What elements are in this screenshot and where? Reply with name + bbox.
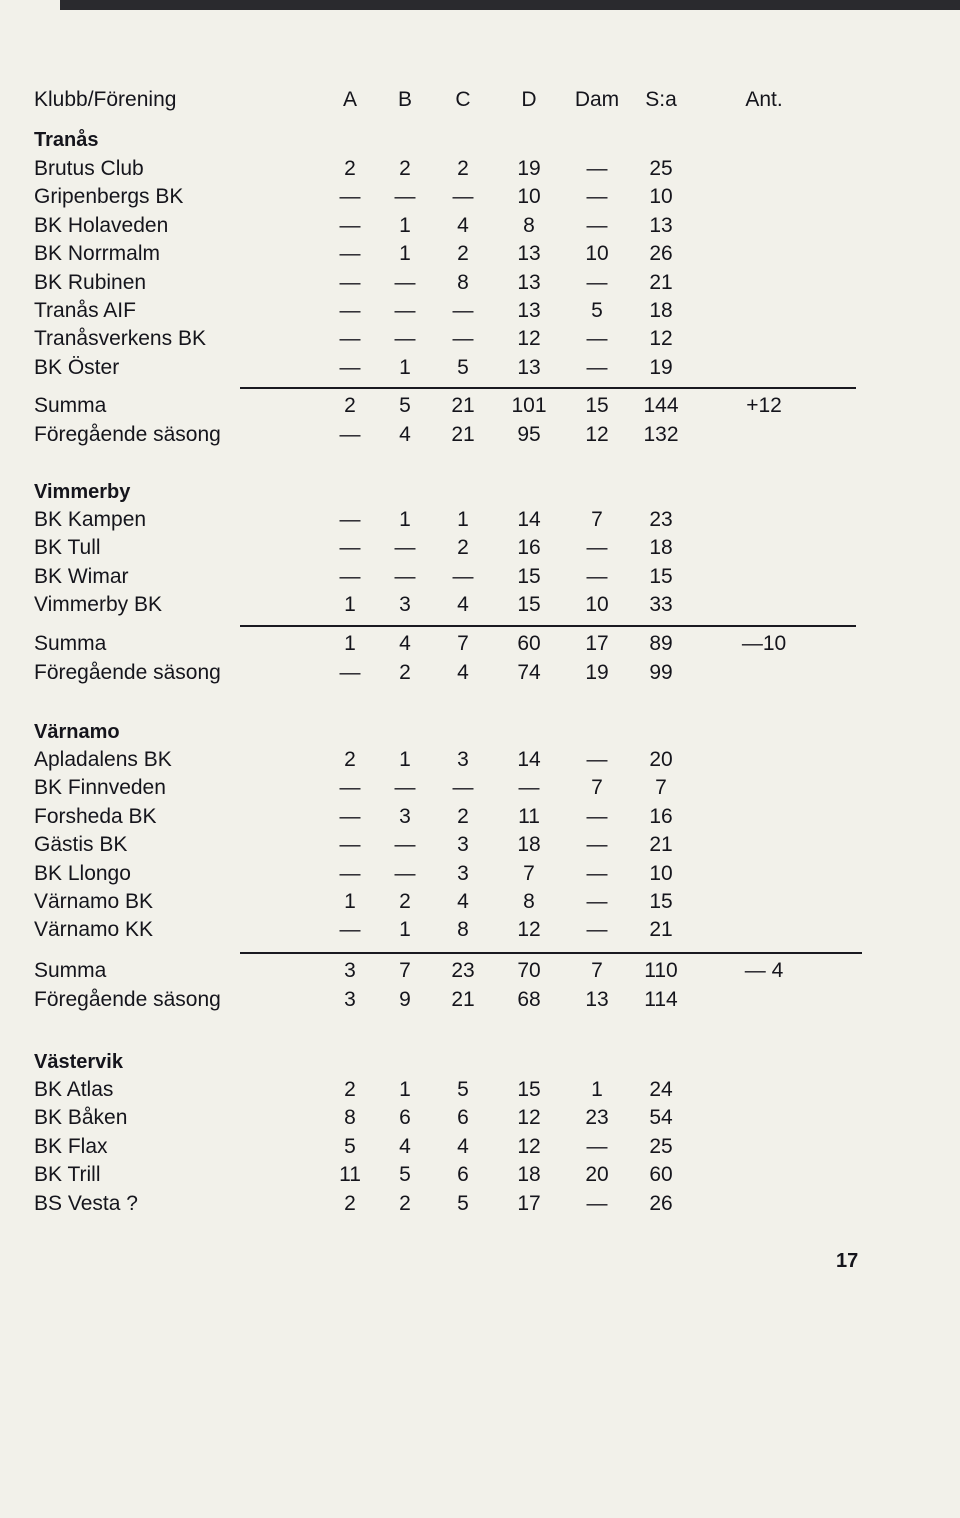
cell-c: 5 (457, 1191, 469, 1215)
table-row (34, 354, 834, 382)
page-number: 17 (836, 1250, 859, 1272)
cell-dam: — (586, 536, 608, 560)
table-row (34, 803, 834, 831)
cell-sum: 110 (644, 959, 678, 982)
cell-a: — (339, 861, 361, 885)
cell-b: 3 (399, 804, 411, 828)
summa-row (34, 957, 834, 985)
header-col-d: D (521, 88, 537, 111)
cell-b: 1 (399, 355, 411, 379)
cell-c: 4 (457, 213, 469, 237)
cell-c: — (452, 776, 474, 800)
cell-a: — (339, 833, 361, 857)
cell-c: 4 (457, 661, 469, 684)
header-col-a: A (342, 88, 357, 111)
club-name: BK Öster (34, 355, 120, 379)
cell-b: 1 (399, 242, 411, 266)
cell-d: 13 (517, 299, 541, 322)
club-name: Värnamo BK (34, 890, 154, 913)
cell-a: 1 (344, 593, 356, 617)
cell-a: 2 (344, 748, 356, 771)
cell-b: — (394, 776, 416, 800)
cell-d: 8 (523, 890, 535, 913)
top-edge-corner (0, 0, 60, 10)
club-name: Värnamo KK (34, 918, 154, 942)
cell-d: 11 (518, 804, 540, 828)
cell-a: — (339, 327, 361, 351)
table-row (34, 297, 834, 325)
cell-a: — (339, 355, 361, 379)
cell-d: 15 (517, 1078, 541, 1101)
cell-dam: — (586, 748, 608, 771)
top-edge-bar (0, 0, 960, 10)
cell-a: — (339, 299, 361, 322)
cell-sum: 54 (649, 1106, 673, 1130)
cell-a: 5 (344, 1134, 356, 1158)
cell-dam: — (586, 185, 608, 209)
summa-label: Summa (34, 394, 107, 417)
cell-d: 16 (517, 536, 541, 560)
cell-b: 2 (399, 157, 411, 180)
cell-d: 15 (517, 564, 541, 588)
cell-a: — (339, 804, 361, 828)
cell-b: 5 (399, 1163, 411, 1187)
cell-ant: +12 (746, 394, 782, 417)
cell-a: — (339, 423, 361, 446)
cell-c: 21 (451, 394, 475, 417)
table-row (34, 860, 834, 888)
cell-c: 1 (457, 508, 469, 531)
cell-a: 1 (344, 890, 356, 913)
cell-b: 6 (399, 1106, 411, 1130)
cell-c: 8 (457, 918, 469, 942)
cell-sum: 60 (649, 1163, 673, 1187)
cell-a: — (339, 508, 361, 531)
table-header (34, 86, 834, 114)
club-name: BK Norrmalm (34, 242, 161, 266)
club-name: Tranås AIF (34, 299, 136, 322)
cell-a: 2 (344, 1191, 356, 1215)
cell-a: 1 (344, 632, 356, 655)
cell-c: 7 (457, 632, 469, 655)
cell-d: 12 (517, 327, 541, 351)
cell-d: 95 (517, 423, 541, 446)
sum-divider (240, 625, 856, 627)
cell-dam: 23 (585, 1106, 609, 1130)
cell-d: 19 (517, 157, 541, 180)
cell-dam: — (586, 270, 608, 294)
summa-row (34, 392, 834, 420)
section-title-text: Vimmerby (34, 481, 131, 503)
table-row (34, 888, 834, 916)
cell-dam: 15 (585, 394, 609, 417)
table-row (34, 269, 834, 297)
club-name: BS Vesta ? (34, 1191, 138, 1215)
club-name: BK Atlas (34, 1078, 114, 1101)
cell-dam: — (586, 861, 608, 885)
club-name: BK Kampen (34, 508, 147, 531)
table-row (34, 325, 834, 353)
cell-sum: 12 (649, 327, 673, 351)
club-name: Vimmerby BK (34, 593, 162, 617)
table-row (34, 916, 834, 944)
cell-sum: 114 (644, 988, 678, 1011)
cell-b: 1 (399, 213, 411, 237)
cell-sum: 89 (649, 632, 673, 655)
cell-ant: —10 (741, 632, 787, 655)
cell-b: — (394, 861, 416, 885)
club-name: BK Holaveden (34, 213, 169, 237)
cell-d: 12 (517, 1134, 541, 1158)
cell-dam: — (586, 157, 608, 180)
cell-a: — (339, 661, 361, 684)
table-row (34, 774, 834, 802)
cell-sum: 25 (649, 1134, 673, 1158)
cell-d: 101 (511, 394, 547, 417)
cell-c: 6 (457, 1106, 469, 1130)
club-name: BK Llongo (34, 861, 131, 885)
cell-c: 3 (457, 861, 469, 885)
club-name: Apladalens BK (34, 748, 172, 771)
cell-sum: 132 (643, 423, 679, 446)
cell-sum: 26 (649, 242, 673, 266)
cell-a: — (339, 564, 361, 588)
cell-c: 6 (457, 1163, 469, 1187)
cell-a: — (339, 918, 361, 942)
club-name: Gästis BK (34, 833, 128, 857)
cell-sum: 18 (649, 536, 673, 560)
cell-d: 7 (523, 861, 535, 885)
table-row (34, 746, 834, 774)
club-name: BK Flax (34, 1134, 108, 1158)
cell-b: 1 (399, 918, 411, 942)
cell-dam: — (586, 833, 608, 857)
cell-b: 1 (399, 508, 411, 531)
cell-sum: 15 (649, 564, 673, 588)
cell-dam: — (586, 890, 608, 913)
table-row (34, 534, 834, 562)
sum-divider (240, 387, 856, 389)
section-title-text: Värnamo (34, 721, 120, 743)
table-row (34, 240, 834, 268)
table-row (34, 1133, 834, 1161)
club-name: BK Wimar (34, 564, 129, 588)
cell-a: — (339, 242, 361, 266)
cell-dam: 20 (585, 1163, 609, 1187)
cell-d: 13 (517, 270, 541, 294)
cell-sum: 99 (649, 661, 673, 684)
section-title (34, 478, 834, 506)
cell-dam: — (586, 355, 608, 379)
cell-d: 12 (517, 1106, 541, 1130)
cell-c: 5 (457, 1078, 469, 1101)
cell-c: 8 (457, 270, 469, 294)
cell-c: 21 (451, 988, 475, 1011)
previous-season-label: Föregående säsong (34, 661, 221, 684)
cell-b: 1 (399, 1078, 411, 1101)
cell-a: — (339, 776, 361, 800)
cell-d: 14 (517, 508, 541, 531)
cell-b: 9 (399, 988, 411, 1011)
cell-dam: 10 (585, 242, 609, 266)
cell-ant: — 4 (744, 959, 784, 982)
cell-d: 18 (517, 833, 541, 857)
club-name: Brutus Club (34, 157, 144, 180)
cell-b: 5 (399, 394, 411, 417)
header-col-ant: Ant. (745, 88, 783, 111)
table-row (34, 1161, 834, 1189)
cell-d: — (518, 776, 540, 800)
cell-b: — (394, 185, 416, 209)
club-name: Forsheda BK (34, 804, 157, 828)
header-club: Klubb/Förening (34, 88, 177, 111)
cell-d: 8 (523, 213, 535, 237)
cell-d: 12 (517, 918, 541, 942)
previous-season-label: Föregående säsong (34, 423, 221, 446)
cell-a: — (339, 536, 361, 560)
cell-sum: 25 (649, 157, 673, 180)
cell-d: 13 (517, 355, 541, 379)
cell-sum: 21 (649, 833, 673, 857)
cell-dam: — (586, 213, 608, 237)
cell-c: 3 (457, 748, 469, 771)
cell-sum: 18 (649, 299, 673, 322)
cell-c: 3 (457, 833, 469, 857)
cell-b: 3 (399, 593, 411, 617)
cell-dam: 7 (591, 508, 603, 531)
table-row (34, 183, 834, 211)
cell-c: — (452, 327, 474, 351)
summa-row (34, 630, 834, 658)
header-col-c: C (455, 88, 471, 111)
section-title-text: Västervik (34, 1051, 123, 1073)
summa-label: Summa (34, 632, 107, 655)
cell-sum: 10 (649, 185, 673, 209)
cell-c: 2 (457, 242, 469, 266)
cell-sum: 13 (649, 213, 673, 237)
cell-dam: 12 (585, 423, 609, 446)
cell-a: 3 (344, 959, 356, 982)
cell-dam: 5 (591, 299, 603, 322)
table-row (34, 155, 834, 183)
cell-sum: 144 (643, 394, 679, 417)
cell-b: — (394, 299, 416, 322)
cell-c: 23 (451, 959, 475, 982)
cell-sum: 20 (649, 748, 673, 771)
cell-c: 2 (457, 804, 469, 828)
cell-sum: 21 (649, 270, 673, 294)
club-name: BK Tull (34, 536, 101, 560)
club-name: BK Rubinen (34, 270, 147, 294)
cell-b: 2 (399, 890, 411, 913)
cell-d: 18 (517, 1163, 541, 1187)
table-row (34, 1076, 834, 1104)
previous-season-row (34, 659, 834, 687)
table-row (34, 591, 834, 619)
cell-sum: 24 (649, 1078, 673, 1101)
cell-dam: 7 (591, 776, 603, 800)
section-title (34, 718, 834, 746)
cell-sum: 10 (649, 861, 673, 885)
previous-season-row (34, 986, 834, 1014)
cell-c: 4 (457, 890, 469, 913)
cell-c: 4 (457, 593, 469, 617)
cell-dam: 10 (585, 593, 609, 617)
cell-c: 2 (457, 157, 469, 180)
club-name: BK Trill (34, 1163, 101, 1187)
club-name: Tranåsverkens BK (34, 327, 206, 351)
club-name: BK Finnveden (34, 776, 166, 800)
cell-a: 2 (344, 157, 356, 180)
cell-d: 15 (517, 593, 541, 617)
table-row (34, 1190, 834, 1218)
cell-dam: — (586, 327, 608, 351)
cell-b: 1 (399, 748, 411, 771)
cell-c: — (452, 299, 474, 322)
cell-b: — (394, 564, 416, 588)
header-col-b: B (397, 88, 412, 111)
cell-a: 2 (344, 1078, 356, 1101)
cell-c: 5 (457, 355, 469, 379)
cell-b: 2 (399, 661, 411, 684)
cell-a: 3 (344, 988, 356, 1011)
previous-season-label: Föregående säsong (34, 988, 221, 1011)
cell-a: 2 (344, 394, 356, 417)
cell-sum: 15 (649, 890, 673, 913)
cell-a: — (339, 213, 361, 237)
cell-a: 11 (339, 1163, 361, 1187)
cell-dam: — (586, 1134, 608, 1158)
cell-b: — (394, 327, 416, 351)
cell-dam: 17 (585, 632, 609, 655)
cell-sum: 26 (649, 1191, 673, 1215)
cell-d: 70 (517, 959, 541, 982)
cell-b: — (394, 536, 416, 560)
cell-c: 2 (457, 536, 469, 560)
table-row (34, 563, 834, 591)
cell-c: 4 (457, 1134, 469, 1158)
cell-dam: 19 (585, 661, 609, 684)
section-title (34, 1048, 834, 1076)
sum-divider (240, 952, 862, 954)
cell-b: 2 (399, 1191, 411, 1215)
club-name: Gripenbergs BK (34, 185, 184, 209)
cell-d: 14 (517, 748, 541, 771)
cell-c: — (452, 185, 474, 209)
cell-sum: 21 (649, 918, 673, 942)
table-row (34, 506, 834, 534)
cell-d: 13 (517, 242, 541, 266)
cell-dam: 7 (591, 959, 603, 982)
cell-dam: — (586, 804, 608, 828)
cell-a: — (339, 185, 361, 209)
cell-sum: 16 (649, 804, 673, 828)
table-row (34, 831, 834, 859)
cell-sum: 19 (649, 355, 673, 379)
cell-dam: — (586, 564, 608, 588)
table-row (34, 212, 834, 240)
cell-b: — (394, 833, 416, 857)
club-name: BK Båken (34, 1106, 128, 1130)
header-col-dam: Dam (574, 88, 620, 111)
cell-dam: 1 (591, 1078, 603, 1101)
cell-d: 68 (517, 988, 541, 1011)
cell-b: 4 (399, 632, 411, 655)
cell-dam: 13 (585, 988, 609, 1011)
section-title-text: Tranås (34, 129, 99, 151)
cell-dam: — (586, 918, 608, 942)
cell-sum: 33 (649, 593, 673, 617)
cell-d: 60 (517, 632, 541, 655)
cell-c: — (452, 564, 474, 588)
cell-dam: — (586, 1191, 608, 1215)
cell-c: 21 (451, 423, 475, 446)
cell-sum: 23 (649, 508, 673, 531)
cell-b: 4 (399, 423, 411, 446)
summa-label: Summa (34, 959, 107, 982)
previous-season-row (34, 421, 834, 449)
cell-d: 17 (517, 1191, 541, 1215)
cell-a: 8 (344, 1106, 356, 1130)
cell-a: — (339, 270, 361, 294)
cell-d: 10 (517, 185, 541, 209)
section-title (34, 126, 834, 154)
table-row (34, 1104, 834, 1132)
cell-b: 7 (399, 959, 411, 982)
cell-b: 4 (399, 1134, 411, 1158)
header-col-sum: S:a (645, 88, 677, 111)
cell-sum: 7 (655, 776, 667, 800)
cell-d: 74 (517, 661, 541, 684)
cell-b: — (394, 270, 416, 294)
